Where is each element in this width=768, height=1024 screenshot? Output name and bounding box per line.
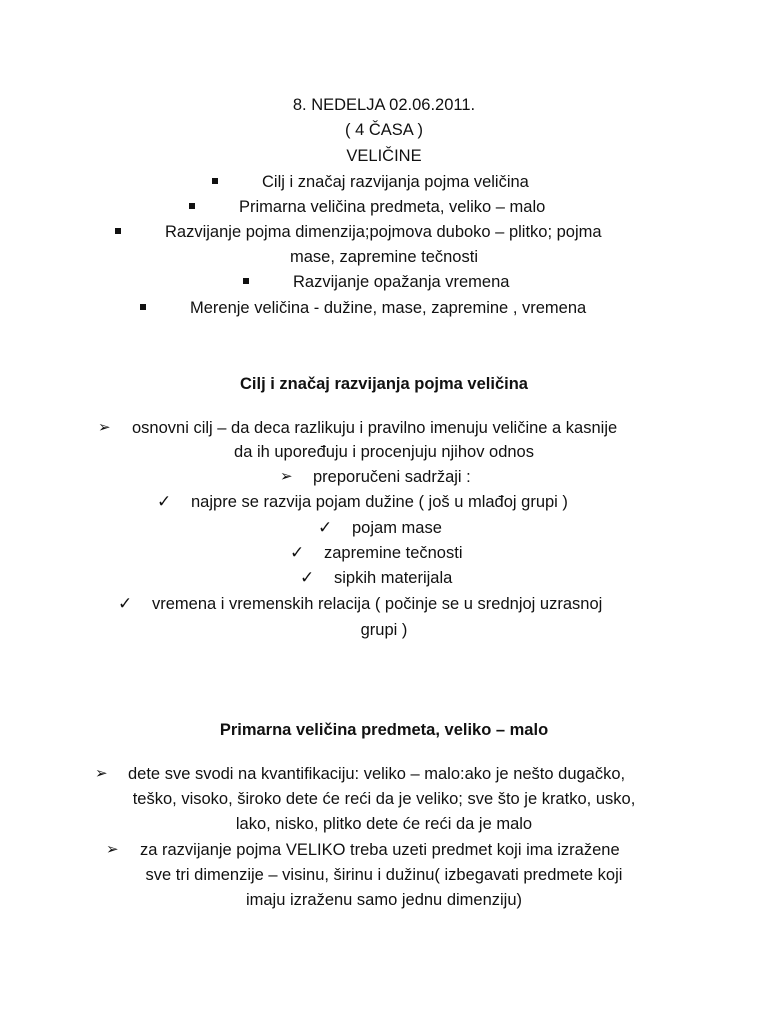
list-item-continuation: sve tri dimenzije – visinu, širinu i dužinu( izbegavati predmete koji xyxy=(145,866,623,884)
outline-item: Primarna veličina predmeta, veliko – malo xyxy=(239,198,546,216)
list-item: zapremine tečnosti xyxy=(324,544,463,562)
arrow-bullet-icon: ➢ xyxy=(280,468,293,485)
square-bullet-icon xyxy=(189,195,195,219)
list-item: za razvijanje pojma VELIKO treba uzeti predmet koji ima izražene xyxy=(140,841,620,859)
list-item: pojam mase xyxy=(352,519,442,537)
week-date: 8. NEDELJA 02.06.2011. xyxy=(292,96,476,114)
outline-item: Razvijanje pojma dimenzija;pojmova duboko – plitko; pojma xyxy=(165,223,602,241)
list-item: sipkih materijala xyxy=(334,569,453,587)
outline-item: Razvijanje opažanja vremena xyxy=(293,273,510,291)
list-item-continuation: grupi ) xyxy=(360,621,408,639)
list-item: najpre se razvija pojam dužine ( još u mlađoj grupi ) xyxy=(191,493,568,511)
square-bullet-icon xyxy=(140,296,146,320)
check-mark-icon: ✓ xyxy=(300,568,315,587)
topic-title: VELIČINE xyxy=(346,147,422,165)
list-item-continuation: imaju izraženu samo jednu dimenziju) xyxy=(245,891,523,909)
arrow-bullet-icon: ➢ xyxy=(95,765,108,782)
list-item-continuation: teško, visoko, široko dete će reći da je veliko; sve što je kratko, usko, xyxy=(132,790,636,808)
check-mark-icon: ✓ xyxy=(318,518,333,537)
outline-item: Cilj i značaj razvijanja pojma veličina xyxy=(262,173,529,191)
check-mark-icon: ✓ xyxy=(157,492,172,511)
list-item: vremena i vremenskih relacija ( počinje se u srednjoj uzrasnoj xyxy=(152,595,603,613)
list-item: dete sve svodi na kvantifikaciju: veliko – malo:ako je nešto dugačko, xyxy=(128,765,626,783)
check-mark-icon: ✓ xyxy=(290,543,305,562)
check-mark-icon: ✓ xyxy=(118,594,133,613)
arrow-bullet-icon: ➢ xyxy=(98,419,111,436)
outline-item-continuation: mase, zapremine tečnosti xyxy=(289,248,478,266)
hours-count: ( 4 ČASA ) xyxy=(345,121,423,139)
list-item-continuation: lako, nisko, plitko dete će reći da je malo xyxy=(235,815,533,833)
list-item: osnovni cilj – da deca razlikuju i pravilno imenuju veličine a kasnije xyxy=(132,419,618,437)
list-item: preporučeni sadržaji : xyxy=(313,468,471,486)
list-item-continuation: da ih upoređuju i procenjuju njihov odnos xyxy=(234,443,534,461)
outline-item: Merenje veličina - dužine, mase, zapremine , vremena xyxy=(190,299,587,317)
square-bullet-icon xyxy=(115,220,121,244)
section-heading: Cilj i značaj razvijanja pojma veličina xyxy=(240,375,528,393)
section-heading: Primarna veličina predmeta, veliko – malo xyxy=(219,721,549,739)
arrow-bullet-icon: ➢ xyxy=(106,841,119,858)
square-bullet-icon xyxy=(243,270,249,294)
square-bullet-icon xyxy=(212,170,218,194)
